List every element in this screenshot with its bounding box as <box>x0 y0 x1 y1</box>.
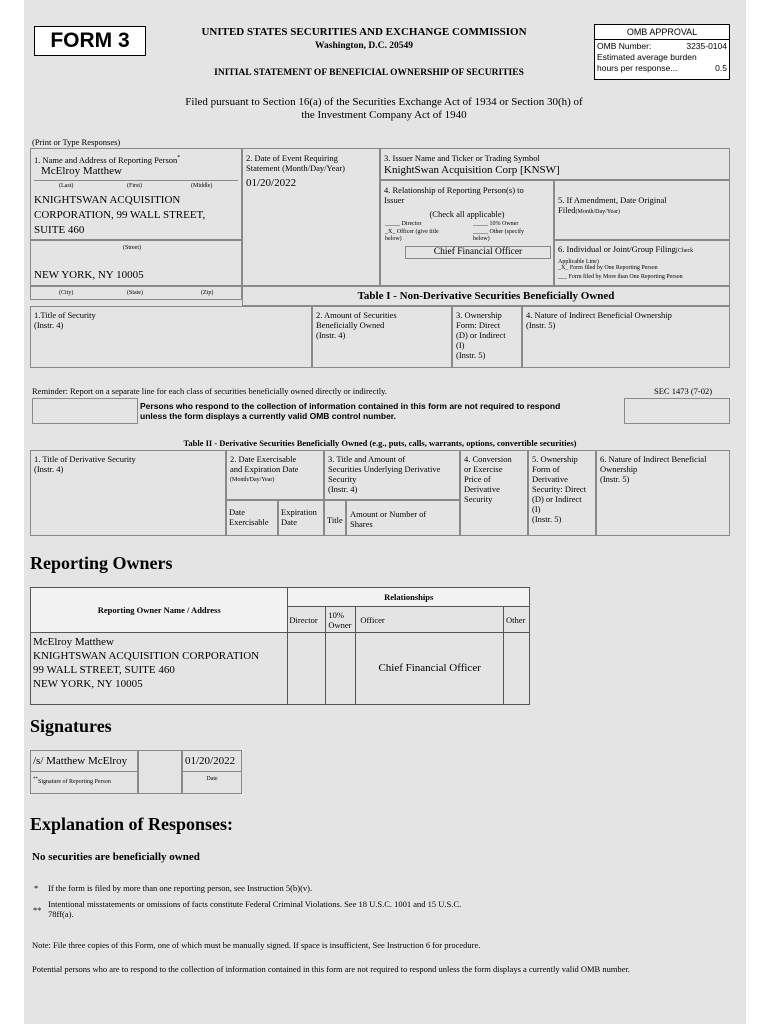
table2-col1-label: 1. Title of Derivative Security (Instr. 4) <box>34 454 136 474</box>
box1-marker: * <box>177 155 181 161</box>
note1-marker: * <box>34 883 39 893</box>
omb-burden-label: Estimated average burden <box>597 52 697 62</box>
state-label: (State) <box>127 290 143 296</box>
omb-approval-box <box>594 24 730 80</box>
agency-name: UNITED STATES SECURITIES AND EXCHANGE COMMISSION <box>201 26 527 38</box>
form-title: FORM 3 <box>50 29 130 52</box>
table1-col3-label: 3. Ownership Form: Direct (D) or Indirect (I) (Instr. 5) <box>456 310 506 360</box>
omb-hours-value: 0.5 <box>715 63 727 73</box>
table1-title: Table I - Non-Derivative Securities Beneficially Owned <box>242 286 730 306</box>
reporting-owners-table <box>30 587 530 705</box>
table2-col4 <box>460 450 528 536</box>
filed-pursuant-text: Filed pursuant to Section 16(a) of the Securities Exchange Act of 1934 or Section 30(h) of the Investment Company Act of 1940 <box>185 96 583 121</box>
street-label: (Street) <box>123 245 141 251</box>
table2-col3a <box>324 500 346 536</box>
agency-location: Washington, D.C. 20549 <box>315 41 413 51</box>
form3-page <box>24 0 746 1024</box>
last-label: (Last) <box>59 183 74 189</box>
underlying-title-label: Title <box>327 515 343 525</box>
box1-reporting-person <box>30 148 242 240</box>
omb-approval-title: OMB APPROVAL <box>595 25 729 40</box>
box4-relationship <box>380 180 554 286</box>
table2-col1 <box>30 450 226 536</box>
owner-name-header: Reporting Owner Name / Address <box>31 588 288 633</box>
signature-date-label: Date <box>206 776 218 782</box>
table1-col1 <box>30 306 312 368</box>
table1-col2 <box>312 306 452 368</box>
ten-pct-header: 10% Owner <box>326 607 356 633</box>
director-header: Director <box>288 607 326 633</box>
reporting-owners-heading: Reporting Owners <box>30 553 173 573</box>
owner-ten-pct-cell <box>326 633 356 705</box>
explanation-heading: Explanation of Responses: <box>30 814 234 834</box>
signature-label-marker: ** <box>33 777 38 782</box>
box5-amendment <box>554 180 730 240</box>
box5-label: 5. If Amendment, Date Original Filed <box>558 195 667 215</box>
city-state-zip: NEW YORK, NY 10005 <box>34 269 144 281</box>
first-label: (First) <box>127 183 142 189</box>
check-all-applicable: (Check all applicable) <box>429 209 505 219</box>
omb-number-value: 3235-0104 <box>686 41 727 51</box>
form-title-box <box>34 26 146 56</box>
omb-hours-label: hours per response... <box>597 63 678 73</box>
note4-text: Potential persons who are to respond to the collection of information contained in this form are not required to respond unless the form displays a currently valid OMB number. <box>32 964 630 974</box>
expiration-date-label: Expiration Date <box>281 507 317 527</box>
issuer-name-value: KnightSwan Acquisition Corp [KNSW] <box>384 164 560 176</box>
note2-text: Intentional misstatements or omissions of facts constitute Federal Criminal Violations. See 18 U.S.C. 1001 and 15 U.S.C. 78ff(a). <box>48 899 462 919</box>
event-date-value: 01/20/2022 <box>246 177 297 189</box>
signature-date-box <box>182 750 242 794</box>
signature-value: /s/ Matthew McElroy <box>33 755 128 767</box>
sec-code: SEC 1473 (7-02) <box>654 386 713 396</box>
box5-label-small: (Month/Day/Year) <box>575 209 620 215</box>
note1-text: If the form is filed by more than one reporting person, see Instruction 5(b)(v). <box>48 883 313 893</box>
table2-title: Table II - Derivative Securities Beneficially Owned (e.g., puts, calls, warrants, options, convertible securities) <box>183 438 577 448</box>
table2-col3-label: 3. Title and Amount of Securities Underlying Derivative Security (Instr. 4) <box>328 454 441 494</box>
statement-title: INITIAL STATEMENT OF BENEFICIAL OWNERSHIP OF SECURITIES <box>214 68 524 78</box>
table2-col2-label: 2. Date Exercisable and Expiration Date <box>230 454 299 474</box>
table2-col4-label: 4. Conversion or Exercise Price of Derivative Security <box>464 454 512 504</box>
box1-city-labels <box>30 286 242 300</box>
reminder-text: Reminder: Report on a separate line for each class of securities beneficially owned directly or indirectly. <box>32 386 387 396</box>
table2-col5-label: 5. Ownership Form of Derivative Security: Direct (D) or Indirect (I) (Instr. 5) <box>532 454 587 524</box>
middle-label: (Middle) <box>191 183 213 189</box>
table1-col2-label: 2. Amount of Securities Beneficially Owned (Instr. 4) <box>316 310 397 340</box>
table2-col3 <box>324 450 460 500</box>
box1-street-cell <box>30 240 242 286</box>
box6-label: 6. Individual or Joint/Group Filing <box>558 244 676 254</box>
city-label: (City) <box>59 290 74 296</box>
table2-col2a <box>226 500 278 536</box>
table2-col3b <box>346 500 460 536</box>
table2-col2b <box>278 500 324 536</box>
signatures-heading: Signatures <box>30 716 112 736</box>
box4-label: 4. Relationship of Reporting Person(s) to Issuer <box>384 185 524 205</box>
owner-other-cell <box>503 633 529 705</box>
note2-marker: ** <box>33 905 42 915</box>
owner-officer-value: Chief Financial Officer <box>356 633 504 705</box>
box2-event-date <box>242 148 380 286</box>
box3-label: 3. Issuer Name and Ticker or Trading Symbol <box>384 153 540 163</box>
ten-percent-checkbox[interactable]: _____ 10% Owner <box>473 221 519 227</box>
owner-name-address: McElroy Matthew KNIGHTSWAN ACQUISITION CORPORATION 99 WALL STREET, SUITE 460 NEW YORK, NY 10005 <box>31 633 288 705</box>
officer-title-value: Chief Financial Officer <box>405 246 551 259</box>
signature-label: Signature of Reporting Person <box>38 779 111 785</box>
signature-blank-box <box>138 750 182 794</box>
box3-issuer <box>380 148 730 180</box>
table1-col3 <box>452 306 522 368</box>
date-exercisable-label: Date Exercisable <box>229 507 269 527</box>
table1-col1-label: 1.Title of Security (Instr. 4) <box>34 310 96 330</box>
reporting-person-name: McElroy Matthew <box>41 165 122 177</box>
print-note: (Print or Type Responses) <box>32 137 121 147</box>
signature-box <box>30 750 138 794</box>
amount-shares-label: Amount or Number of Shares <box>350 509 427 529</box>
note3-text: Note: File three copies of this Form, one of which must be manually signed. If space is insufficient, See Instruction 6 for procedure. <box>32 940 481 950</box>
table2-col2 <box>226 450 324 500</box>
explanation-text: No securities are beneficially owned <box>32 851 200 863</box>
other-checkbox[interactable]: _____ Other (specify below) <box>473 229 524 242</box>
omb-notice-left-box <box>32 398 138 424</box>
reporting-person-address: KNIGHTSWAN ACQUISITION CORPORATION, 99 WALL STREET, SUITE 460 <box>34 194 206 236</box>
table2-col6 <box>596 450 730 536</box>
table2-col6-label: 6. Nature of Indirect Beneficial Ownership (Instr. 5) <box>600 454 707 484</box>
officer-checkbox[interactable]: _X_ Officer (give title below) <box>385 229 439 242</box>
box2-label: 2. Date of Event Requiring Statement (Month/Day/Year) <box>246 153 345 173</box>
omb-number-label: OMB Number: <box>597 41 652 51</box>
box1-label: 1. Name and Address of Reporting Person <box>34 154 178 165</box>
table2-col2-small: (Month/Day/Year) <box>230 477 275 483</box>
officer-header: Officer <box>356 607 504 633</box>
other-header: Other <box>503 607 529 633</box>
relationships-header: Relationships <box>288 588 530 607</box>
box6-label-small: (Check Applicable Line) <box>558 248 694 265</box>
table1-col4-label: 4. Nature of Indirect Beneficial Ownership (Instr. 5) <box>526 310 672 330</box>
signature-date-value: 01/20/2022 <box>185 755 236 767</box>
owner-director-cell <box>288 633 326 705</box>
omb-notice-text: Persons who respond to the collection of information contained in this form are not required to respond unless the form displays a currently valid OMB control number. <box>140 401 561 421</box>
box6-filing <box>554 240 730 286</box>
director-checkbox[interactable]: _____ Director <box>385 221 422 227</box>
table1-col4 <box>522 306 730 368</box>
table2-col5 <box>528 450 596 536</box>
omb-notice-right-box <box>624 398 730 424</box>
one-person-option[interactable]: _X_ Form filed by One Reporting Person <box>558 265 658 271</box>
zip-label: (Zip) <box>201 290 214 296</box>
multi-person-option[interactable]: ___ Form filed by More than One Reporting Person <box>558 274 683 280</box>
